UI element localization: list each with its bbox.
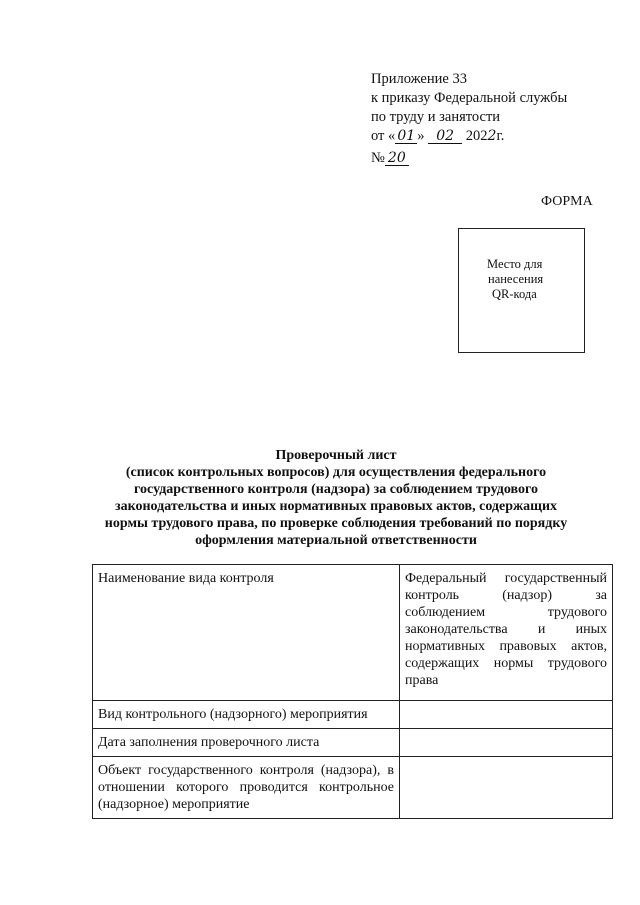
row-label: Вид контрольного (надзорного) мероприятия: [93, 701, 400, 729]
row-value: Федеральный государственный контроль (надзор) за соблюдением трудового законодательства и иных нормативных правовых актов, содержащих нормы трудового права: [400, 565, 613, 701]
row-label: Объект государственного контроля (надзора), в отношении которого проводится контрольное (надзорное) мероприятие: [93, 757, 400, 819]
table-row: [93, 565, 613, 701]
row-label: Дата заполнения проверочного листа: [93, 729, 400, 757]
appendix-line: Приложение 33: [371, 71, 467, 87]
title-line: государственного контроля (надзора) за соблюдением трудового: [134, 482, 538, 497]
date-suffix: г.: [496, 128, 505, 144]
title-line: нормы трудового права, по проверке соблюдения требований по порядку: [104, 516, 568, 531]
number-handwritten: 20: [385, 151, 409, 166]
date-month-handwritten: 02: [428, 129, 462, 144]
info-table: [92, 564, 613, 819]
date-day-handwritten: 01: [395, 129, 417, 144]
row-value: [400, 729, 613, 757]
date-prefix: от «: [371, 128, 396, 144]
date-year-handwritten: 2: [487, 128, 497, 144]
appendix-header: [371, 70, 567, 168]
table-row: [93, 757, 613, 819]
qr-text-line: Место для: [487, 257, 543, 271]
table-row: [93, 701, 613, 729]
row-label: Наименование вида контроля: [93, 565, 400, 701]
qr-text-line: нанесения: [488, 272, 544, 286]
appendix-line: к приказу Федеральной службы: [371, 90, 568, 106]
date-mid: »: [417, 128, 425, 144]
title-line: законодательства и иных нормативных правовых актов, содержащих: [114, 499, 558, 514]
qr-code-placeholder: [458, 228, 585, 353]
row-value: [400, 757, 613, 819]
document-title: [64, 447, 608, 549]
table-row: [93, 729, 613, 757]
forma-label: ФОРМА: [541, 194, 593, 209]
qr-placeholder-text: [487, 257, 543, 302]
title-line: оформления материальной ответственности: [195, 533, 477, 548]
number-prefix: №: [371, 150, 385, 166]
appendix-date: [371, 127, 567, 146]
title-line: (список контрольных вопросов) для осуществления федерального: [125, 465, 547, 480]
title-heading: Проверочный лист: [275, 448, 397, 463]
row-value: [400, 701, 613, 729]
appendix-number: [371, 149, 567, 168]
appendix-line: по труду и занятости: [371, 109, 501, 125]
date-year-prefix: 202: [465, 128, 488, 144]
qr-text-line: QR-кода: [492, 287, 537, 301]
